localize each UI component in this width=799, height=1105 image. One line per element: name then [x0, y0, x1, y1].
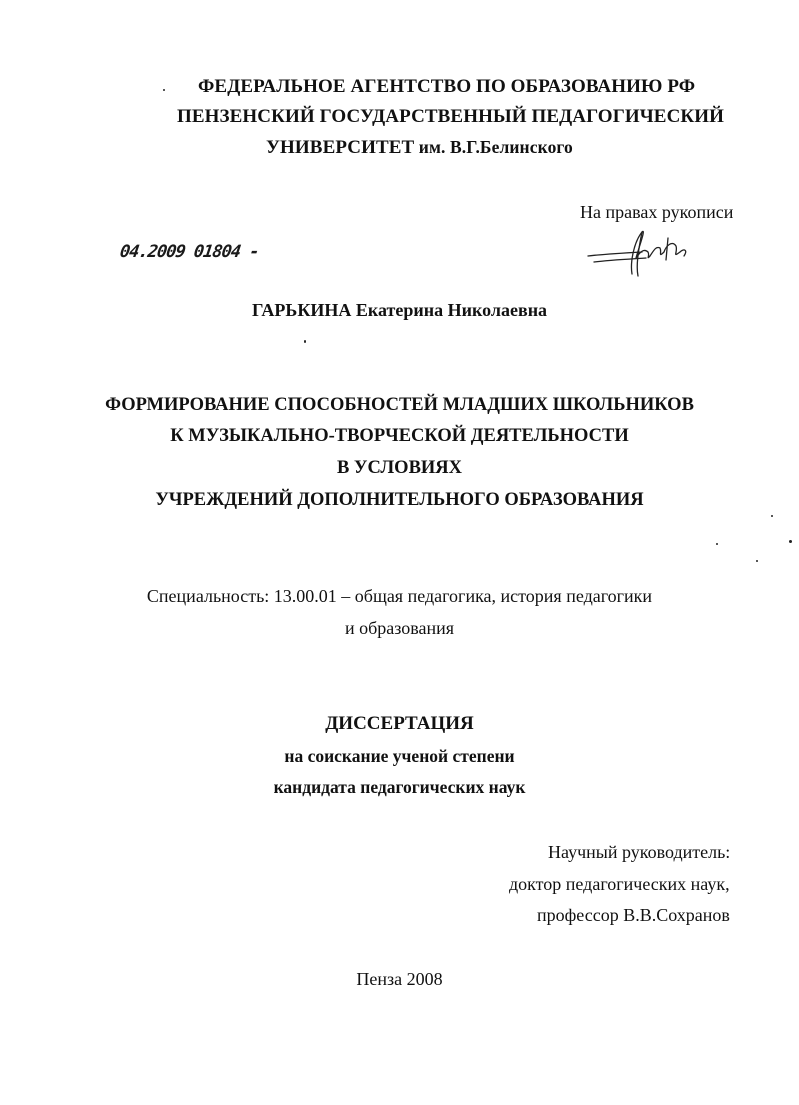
- title-line-4: УЧРЕЖДЕНИЙ ДОПОЛНИТЕЛЬНОГО ОБРАЗОВАНИЯ: [155, 490, 644, 510]
- scan-speck: [771, 515, 773, 517]
- stamp-number: 04.2009 01804 -: [118, 242, 260, 262]
- advisor-degree: доктор педагогических наук,: [509, 874, 730, 894]
- dissertation-line-3: кандидата педагогических наук: [273, 777, 526, 797]
- header-line-2: ПЕНЗЕНСКИЙ ГОСУДАРСТВЕННЫЙ ПЕДАГОГИЧЕСКИЙ: [177, 106, 725, 127]
- university-word: УНИВЕРСИТЕТ: [266, 137, 415, 158]
- university-name: им. В.Г.Белинского: [414, 137, 573, 157]
- scan-speck: [304, 340, 306, 343]
- title-line-1: ФОРМИРОВАНИЕ СПОСОБНОСТЕЙ МЛАДШИХ ШКОЛЬНИКОВ: [105, 395, 694, 415]
- dissertation-label: ДИССЕРТАЦИЯ: [325, 713, 474, 734]
- author-given-names: Екатерина Николаевна: [351, 300, 548, 320]
- author-name: [0, 300, 799, 321]
- dissertation-line-2: на соискание ученой степени: [284, 746, 515, 766]
- rights-note: На правах рукописи: [580, 202, 734, 222]
- author-surname: ГАРЬКИНА: [251, 300, 352, 320]
- scan-speck: [716, 543, 718, 545]
- advisor-role: Научный руководитель:: [548, 842, 731, 862]
- header-line-1: ФЕДЕРАЛЬНОЕ АГЕНТСТВО ПО ОБРАЗОВАНИЮ РФ: [198, 76, 696, 97]
- signature-image: [580, 222, 695, 280]
- title-line-2: К МУЗЫКАЛЬНО-ТВОРЧЕСКОЙ ДЕЯТЕЛЬНОСТИ: [170, 426, 629, 446]
- scan-speck: [163, 89, 165, 91]
- scan-speck: [789, 540, 792, 543]
- scan-speck: [756, 560, 758, 562]
- place-year: Пенза 2008: [356, 969, 443, 989]
- title-line-3: В УСЛОВИЯХ: [336, 458, 463, 478]
- specialty-line-2: и образования: [344, 618, 455, 638]
- specialty-line-1: Специальность: 13.00.01 – общая педагогика, история педагогики: [146, 586, 653, 606]
- advisor-name: профессор В.В.Сохранов: [537, 905, 730, 925]
- header-line-3: [266, 137, 573, 159]
